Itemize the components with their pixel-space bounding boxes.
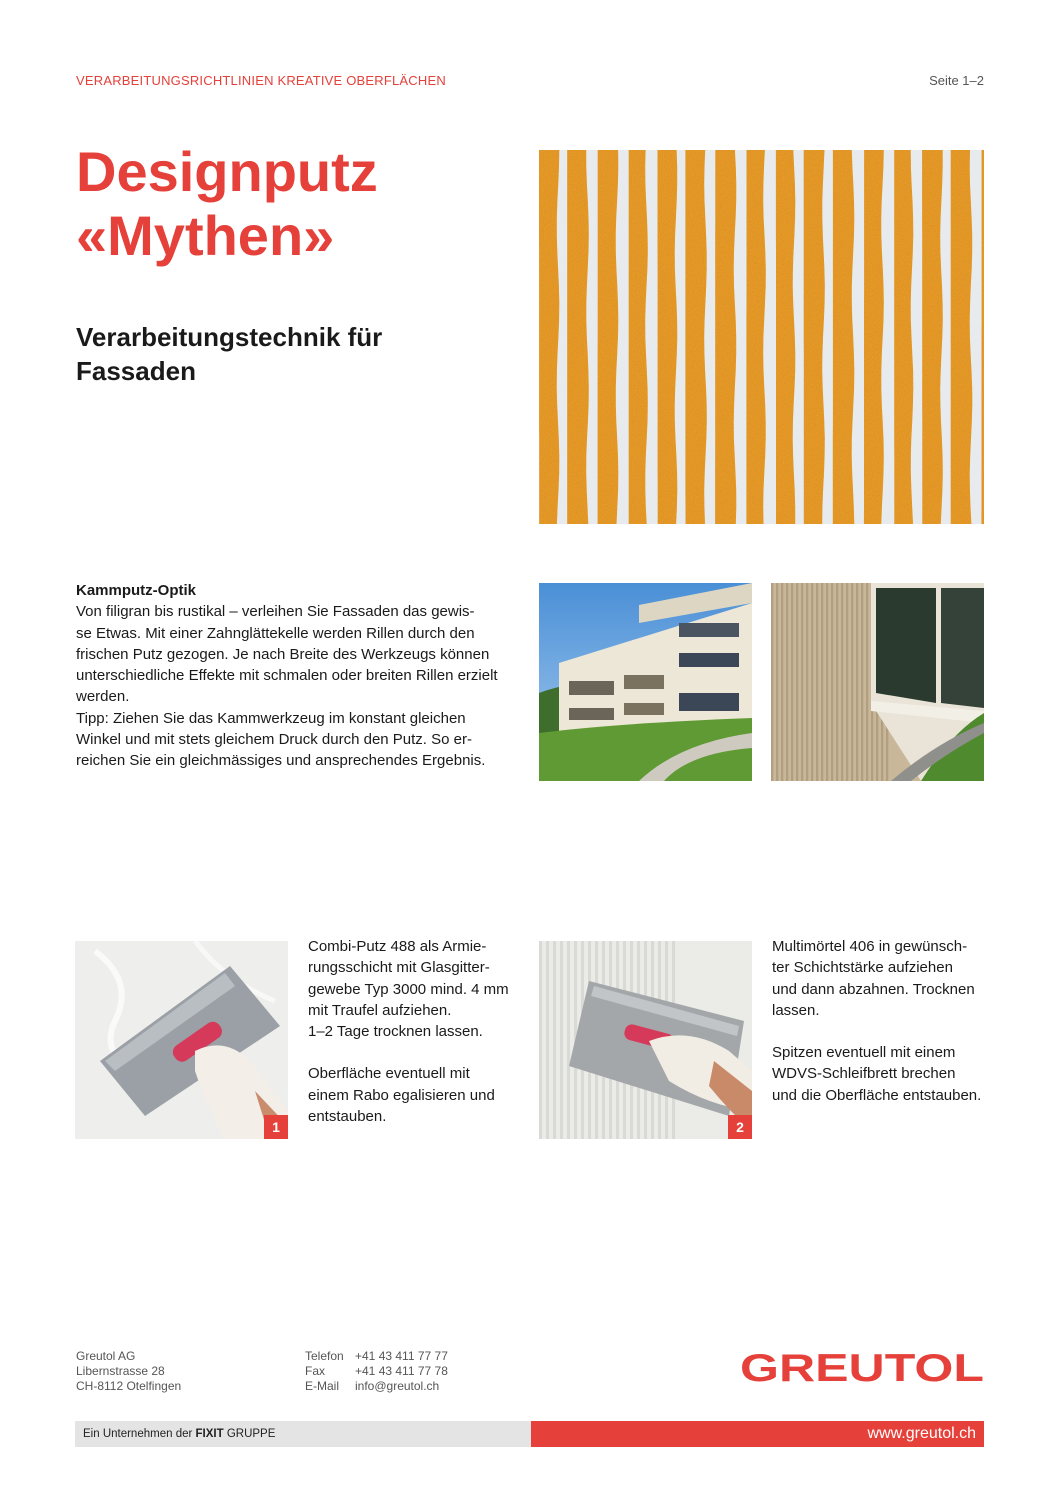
groove-line xyxy=(539,941,542,1139)
groove-line xyxy=(771,583,773,781)
orange-stripe xyxy=(567,150,589,524)
orange-stripe xyxy=(981,150,984,524)
section-line: frischen Putz gezogen. Je nach Breite des Werkzeugs können xyxy=(76,645,490,663)
groove-line xyxy=(546,941,549,1139)
groove-line xyxy=(866,583,868,781)
website-link[interactable]: www.greutol.ch xyxy=(867,1425,976,1442)
orange-stripe xyxy=(951,150,973,524)
step-line: entstauben. xyxy=(308,1108,387,1126)
page-subtitle xyxy=(76,320,496,388)
group-prefix: Ein Unternehmen der xyxy=(83,1428,196,1440)
groove-line xyxy=(796,583,798,781)
orange-stripe xyxy=(746,150,766,524)
company-contact xyxy=(305,1349,448,1394)
groove-line xyxy=(811,583,813,781)
section-line: Winkel und mit stets gleichem Druck durch den Putz. So er- xyxy=(76,731,472,749)
groove-line xyxy=(856,583,858,781)
step-line: und dann abzahnen. Trocknen xyxy=(772,980,975,998)
groove-line xyxy=(791,583,793,781)
groove-line xyxy=(786,583,788,781)
groove-line xyxy=(776,583,778,781)
company-street: Libernstrasse 28 xyxy=(76,1364,165,1378)
building-photo xyxy=(539,583,752,781)
orange-stripe xyxy=(893,150,913,524)
section-line: se Etwas. Mit einer Zahnglättekelle werden Rillen durch den xyxy=(76,624,475,642)
step-2-text xyxy=(772,936,987,1106)
orange-stripe xyxy=(657,150,677,524)
groove-line xyxy=(841,583,843,781)
title-line-2: «Mythen» xyxy=(76,204,335,267)
fax-row xyxy=(305,1364,448,1379)
phone-value: +41 43 411 77 77 xyxy=(355,1349,448,1363)
facade-closeup-photo xyxy=(771,583,984,781)
step-line: rungsschicht mit Glasgitter- xyxy=(308,959,490,977)
subtitle-line-1: Verarbeitungstechnik für xyxy=(76,322,383,352)
company-name: Greutol AG xyxy=(76,1349,136,1363)
email-row xyxy=(305,1379,448,1394)
groove-line xyxy=(816,583,818,781)
logo-wordmark: GREUTOL xyxy=(740,1347,984,1389)
group-bold: FIXIT xyxy=(195,1428,224,1440)
groove-line xyxy=(781,583,783,781)
step-line: mit Traufel aufziehen. xyxy=(308,1001,452,1019)
step-line: Multimörtel 406 in gewünsch- xyxy=(772,938,968,955)
groove-line xyxy=(821,583,823,781)
orange-stripe xyxy=(539,150,559,524)
groove-line xyxy=(851,583,853,781)
stripe-texture-svg xyxy=(539,150,984,524)
groove-line xyxy=(861,583,863,781)
groove-line xyxy=(806,583,808,781)
orange-stripe xyxy=(864,150,884,524)
section-heading: Kammputz-Optik xyxy=(76,582,196,599)
section-line: Von filigran bis rustikal – verleihen Sie Fassaden das gewis- xyxy=(76,603,475,621)
step-line: ter Schichtstärke aufziehen xyxy=(772,959,953,977)
step-line: WDVS-Schleifbrett brechen xyxy=(772,1065,956,1083)
groove-line xyxy=(560,941,563,1139)
website-bar xyxy=(531,1421,984,1447)
step-line: gewebe Typ 3000 mind. 4 mm xyxy=(308,980,509,998)
hero-stripe-texture-image xyxy=(539,150,984,524)
phone-row xyxy=(305,1349,448,1364)
groove-line xyxy=(801,583,803,781)
groove-line xyxy=(826,583,828,781)
page-number: Seite 1–2 xyxy=(929,73,984,88)
group-text xyxy=(83,1428,275,1440)
group-suffix: GRUPPE xyxy=(223,1428,276,1440)
step-line: einem Rabo egalisieren und xyxy=(308,1086,495,1104)
step-2-image xyxy=(539,941,752,1139)
fax-label: Fax xyxy=(305,1364,326,1378)
kammputz-section xyxy=(76,580,521,772)
step-1-badge: 1 xyxy=(264,1115,288,1139)
groove-line xyxy=(831,583,833,781)
step-line: und die Oberfläche entstauben. xyxy=(772,1086,982,1104)
groove-line xyxy=(836,583,838,781)
orange-stripe xyxy=(628,150,648,524)
company-city: CH-8112 Otelfingen xyxy=(76,1379,182,1393)
orange-stripe xyxy=(598,150,619,524)
step-1-image xyxy=(75,941,288,1139)
groove-line xyxy=(846,583,848,781)
step-1-text xyxy=(308,936,528,1127)
groove-line xyxy=(567,941,570,1139)
phone-label: Telefon xyxy=(305,1349,344,1363)
orange-stripe xyxy=(715,150,736,524)
step-line: Oberfläche eventuell mit xyxy=(308,1065,470,1083)
step-line: Combi-Putz 488 als Armie- xyxy=(308,938,487,955)
section-line: unterschiedliche Effekte mit schmalen oder breiten Rillen erzielt xyxy=(76,667,498,685)
greutol-logo xyxy=(740,1343,984,1389)
orange-stripe xyxy=(775,150,795,524)
group-bar xyxy=(75,1421,531,1447)
section-line: werden. xyxy=(76,688,130,706)
section-line: Tipp: Ziehen Sie das Kammwerkzeug im konstant gleichen xyxy=(76,709,466,727)
step-2-badge: 2 xyxy=(728,1115,752,1139)
step-line: 1–2 Tage trocknen lassen. xyxy=(308,1023,483,1041)
orange-stripe xyxy=(804,150,825,524)
orange-stripe xyxy=(833,150,855,524)
orange-stripe xyxy=(922,150,943,524)
step-line: Spitzen eventuell mit einem xyxy=(772,1044,956,1062)
section-line: reichen Sie ein gleichmässiges und ansprechendes Ergebnis. xyxy=(76,752,486,770)
page-title xyxy=(76,140,516,268)
email-label: E-Mail xyxy=(305,1379,340,1393)
title-line-1: Designputz xyxy=(76,140,378,203)
groove-line xyxy=(553,941,556,1139)
orange-stripe xyxy=(685,150,706,524)
step-line: lassen. xyxy=(772,1001,820,1019)
fax-value: +41 43 411 77 78 xyxy=(355,1364,448,1378)
header-category: VERARBEITUNGSRICHTLINIEN KREATIVE OBERFLÄCHEN xyxy=(76,73,446,88)
company-address xyxy=(76,1349,181,1394)
email-link[interactable]: info@greutol.ch xyxy=(355,1379,440,1393)
subtitle-line-2: Fassaden xyxy=(76,356,196,386)
